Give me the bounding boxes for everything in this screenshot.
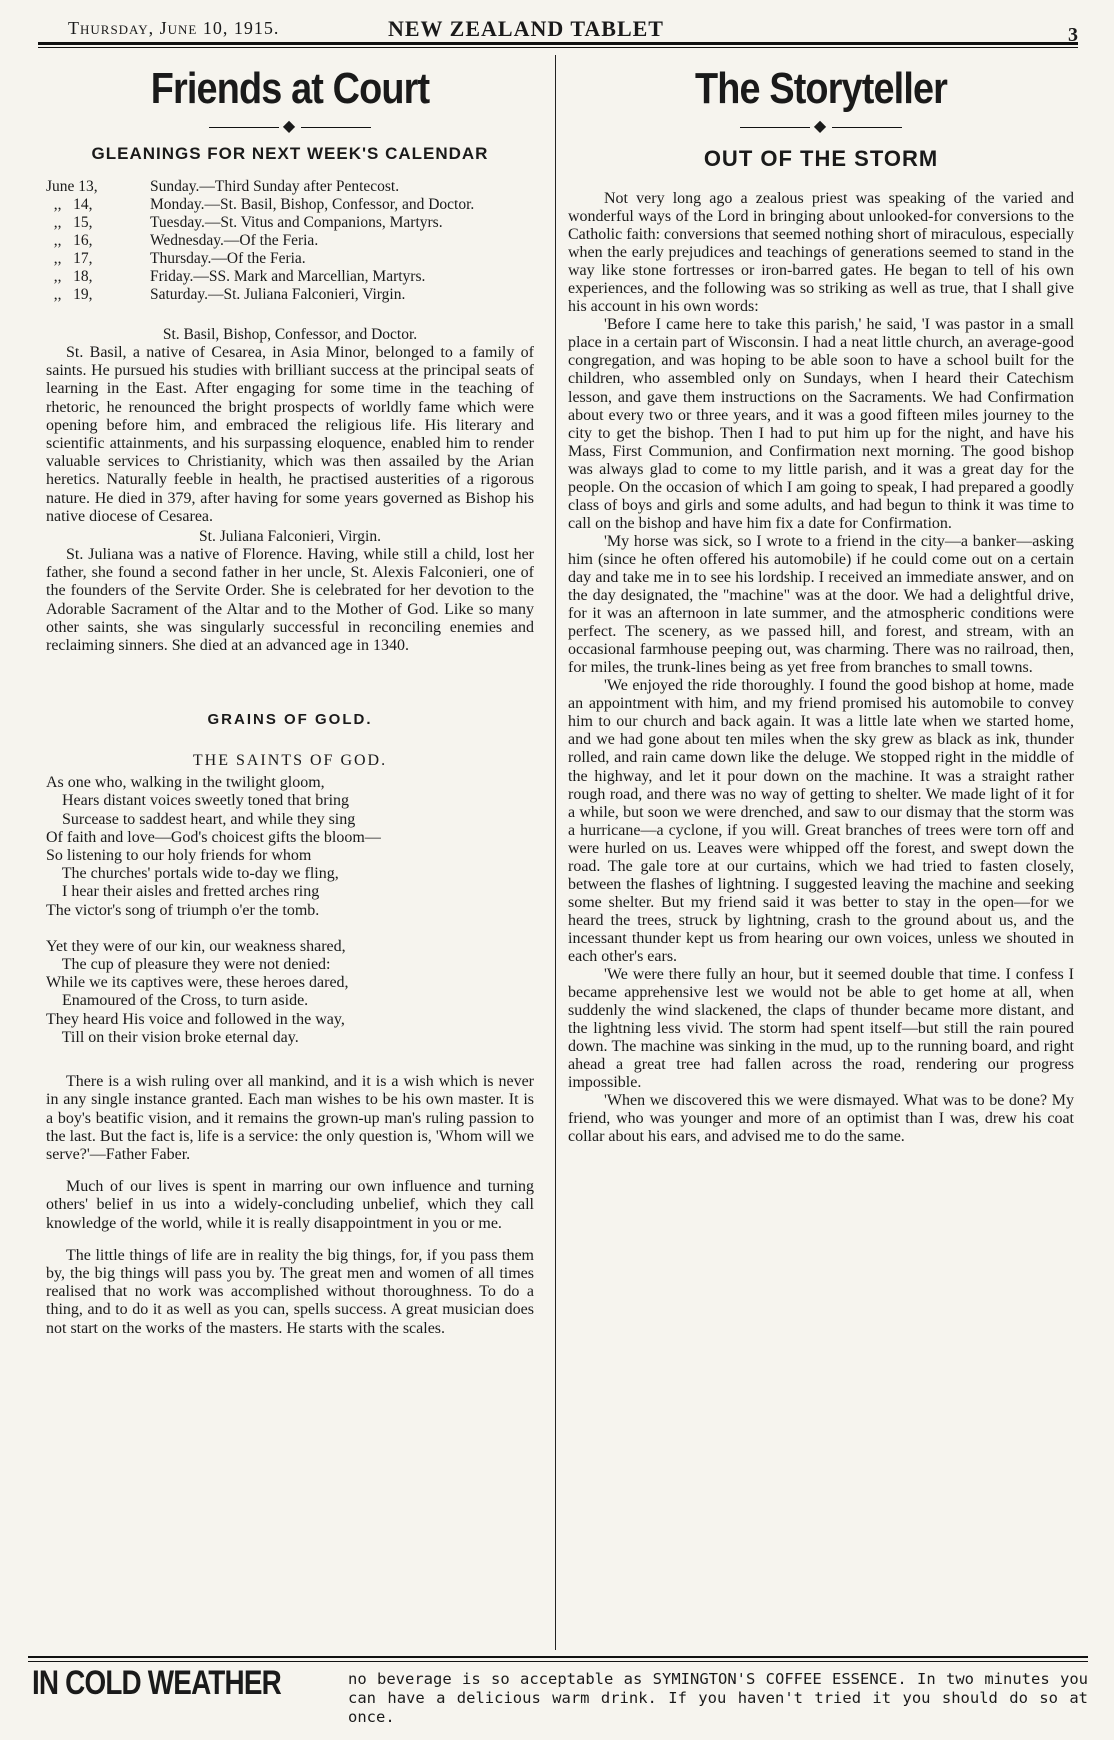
- right-column: [568, 60, 1074, 1146]
- stanza-gap: [46, 920, 534, 938]
- calendar-row: ,, 18, Friday.—SS. Mark and Marcellian, Martyrs.: [46, 268, 426, 285]
- essay-section: [46, 1073, 534, 1338]
- left-column: [46, 60, 534, 1352]
- title-ornament: ◆: [46, 120, 534, 134]
- poem-title: THE SAINTS OF GOD.: [192, 752, 388, 770]
- advert-text: no beverage is so acceptable as SYMINGTON'S COFFEE ESSENCE. In two minutes you can have a delicious warm drink. If you haven't tried it you should do so at once.: [348, 1670, 1088, 1726]
- advert-rule-thin: [28, 1661, 1088, 1662]
- essay-paragraph: There is a wish ruling over all mankind, and it is a wish which is never in any single instance granted. Each man wishes to be his own master. It is a boy's beatific vision, and it remains the grown-up man's ruling passion to the last. But the fact is, life is a service: the only question is, 'Whom will we serve?'—Father Faber.: [46, 1073, 534, 1163]
- newspaper-title: NEW ZEALAND TABLET: [388, 16, 664, 41]
- poem-line: Till on their vision broke eternal day.: [46, 1028, 299, 1046]
- masthead-rule: [38, 42, 1078, 45]
- calendar-row: ,, 19, Saturday.—St. Juliana Falconieri, Virgin.: [46, 286, 406, 303]
- story-paragraph: 'When we discovered this we were dismayed. What was to be done? My friend, who was younger and more of an optimist than I was, drew his coat collar about his ears, and advised me to do the same.: [568, 1092, 1074, 1146]
- juliana-heading: St. Juliana Falconieri, Virgin.: [199, 528, 381, 546]
- story-title: OUT OF THE STORM: [703, 146, 939, 171]
- poem-line: The churches' portals wide to-day we fling,: [46, 865, 339, 883]
- page-number: 3: [1068, 24, 1078, 46]
- masthead-rule-thin: [38, 47, 1078, 48]
- basil-heading: St. Basil, Bishop, Confessor, and Doctor.: [162, 326, 418, 343]
- essay-paragraph: Much of our lives is spent in marring our own influence and turning others' belief in us into a widely-concluding unbelief, which they call knowledge of the world, while it is really disappointment in you or me.: [46, 1178, 534, 1232]
- poem-line: Surcease to saddest heart, and while they sing: [46, 810, 356, 828]
- calendar-row: ,, 15, Tuesday.—St. Vitus and Companions, Martyrs.: [46, 214, 443, 231]
- calendar-row: ,, 14, Monday.—St. Basil, Bishop, Confessor, and Doctor.: [46, 196, 475, 213]
- story-paragraph: 'We enjoyed the ride thoroughly. I found the good bishop at home, made an appointment with him, and my friend promised his automobile to convey him to our church and back again. It was a little late when we started home, and we had gone about ten miles when the sky grew as black as ink, thunder rolled, and rain came down like the deluge. We stopped right in the middle of the highway, and let it pour down on the machine. It was a straight rather rough road, and there was no way of getting to shelter. We made light of it for a while, but soon we were drenched, and saw to our dismay that the storm was a hurricane—a cyclone, if you will. Great branches of trees were torn off and were hurled on us. Leaves were whipped off the forest, and swept down the road. The gale tore at our curtains, which we had tried to fasten closely, between the flashes of lightning. I suggested leaving the machine and seeking some shelter. But my friend said it was better to stay in the open—for we heard the trees, struck by lightning, crash to the ground about us, and the incessant thunder kept us from hearing our own voices, unless we shouted in each other's ears.: [568, 677, 1074, 965]
- story-paragraph: Not very long ago a zealous priest was speaking of the varied and wonderful ways of the Lord in bringing about unlooked-for conversions to the Catholic faith: conversions that seemed nothing short of miraculous, especially when the early prejudices and teachings of generations seemed to stand in the way like stone fortresses or iron-barred gates. He began to tell of his own experiences, and the following was so striking as well as true, that I shall give his account in his own words:: [568, 190, 1074, 316]
- poem: [46, 774, 534, 1047]
- poem-line: As one who, walking in the twilight gloom,: [46, 774, 325, 792]
- poem-line: Yet they were of our kin, our weakness shared,: [46, 937, 346, 955]
- essay-paragraph: The little things of life are in reality the big things, for, if you pass them by, the big things will pass you by. The great men and women of all times realised that no work was accomplished without thoroughness. To do a thing, and to do it as well as you can, spells success. A great musician does not start on the works of the masters. He starts with the scales.: [46, 1246, 534, 1337]
- column-divider: [555, 55, 556, 1650]
- gleanings-subtitle: [46, 144, 534, 164]
- advert-rule: [28, 1656, 1088, 1658]
- poem-line: The victor's song of triumph o'er the tomb.: [46, 901, 320, 919]
- poem-line: The cup of pleasure they were not denied:: [46, 956, 331, 974]
- storyteller-title: The Storyteller: [694, 64, 948, 113]
- title-ornament: ◆: [568, 120, 1074, 134]
- poem-line: I hear their aisles and fretted arches ring: [46, 883, 320, 901]
- basil-text: St. Basil, a native of Cesarea, in Asia Minor, belonged to a family of saints. He pursued his studies with brilliant success at the principal seats of learning in the East. After engaging for some time in the teaching of rhetoric, he renounced the bright prospects of worldly fame which were opening before him, and embraced the religious life. His literary and scientific attainments, and his surpassing eloquence, enabled him to render valuable services to Christianity, which was then assailed by the Arian heretics. Naturally feeble in health, he practised austerities of a rigorous nature. He died in 379, after having for some years governed as Bishop his native diocese of Cesarea.: [46, 344, 534, 525]
- calendar-row: ,, 17, Thursday.—Of the Feria.: [46, 250, 306, 267]
- grains-of-gold-heading: GRAINS OF GOLD.: [207, 711, 373, 729]
- juliana-text: St. Juliana was a native of Florence. Having, while still a child, lost her father, she found a second father in her uncle, St. Alexis Falconieri, one of the founders of the Servite Order. She is celebrated for her devotion to the Adorable Sacrament of the Altar and to the Mother of God. Like so many other saints, she was singularly successful in reconciling enemies and reclaiming sinners. She died at an advanced age in 1340.: [46, 546, 534, 655]
- story-paragraph: 'Before I came here to take this parish,' he said, 'I was pastor in a small place in a certain part of Wisconsin. I had a neat little church, an average-good congregation, and was hoping to be able soon to have a school built for the children, who assembled only on Sundays, when I heard their Catechism lesson, and gave them instructions on the Sacraments. We had Confirmation about every two or three years, and it was a good fifteen miles journey to the city to get the bishop. Then I had to put him up for the night, and have his Mass, First Communion, and Confirmation next morning. The good bishop was always glad to come to my little parish, and it was a great day for the people. On the occasion of which I am going to speak, I had prepared a goodly class of boys and girls and some adults, and had begun to think it was time to call on the bishop and have him fix a date for Confirmation.: [568, 316, 1074, 532]
- poem-line: Enamoured of the Cross, to turn aside.: [46, 992, 309, 1010]
- ink-blot-icon: [46, 122, 48, 156]
- calendar-row: ,, 16, Wednesday.—Of the Feria.: [46, 232, 319, 249]
- advert-headline: IN COLD WEATHER: [32, 1664, 281, 1702]
- poem-line: Of faith and love—God's choicest gifts the bloom—: [46, 828, 381, 846]
- gleanings-text: GLEANINGS FOR NEXT WEEK'S CALENDAR: [91, 144, 489, 163]
- story-paragraph: 'We were there fully an hour, but it seemed double that time. I confess I became apprehensive lest we would not be able to get home at all, when suddenly the wind slackened, the claps of thunder became more distant, and the lightning less vivid. The storm had spent itself—but still the rain poured down. The machine was sinking in the mud, up to the running board, and right ahead a great tree had fallen across the road, rendering our progress impossible.: [568, 966, 1074, 1092]
- friends-at-court-title: Friends at Court: [150, 64, 430, 113]
- poem-line: So listening to our holy friends for whom: [46, 847, 312, 865]
- poem-line: Hears distant voices sweetly toned that bring: [46, 792, 350, 810]
- poem-line: While we its captives were, these heroes dared,: [46, 974, 349, 992]
- calendar-list: [46, 178, 534, 304]
- poem-line: They heard His voice and followed in the way,: [46, 1010, 345, 1028]
- issue-date: Thursday, June 10, 1915.: [68, 18, 280, 38]
- calendar-row: June 13, Sunday.—Third Sunday after Pentecost.: [46, 178, 400, 195]
- story-paragraph: 'My horse was sick, so I wrote to a friend in the city—a banker—asking him (since he often offered his automobile) if he could come out on a certain day and take me in to see his lordship. I received an immediate answer, and on the day designated, the "machine" was at the door. We had a delightful drive, for it was an afternoon in late summer, and the atmospheric conditions were perfect. The scenery, as we passed hill, and forest, and stream, with an occasional farmhouse peeping out, was charming. There was no railroad, then, for miles, the trunk-lines being as yet free from branches to small towns.: [568, 532, 1074, 677]
